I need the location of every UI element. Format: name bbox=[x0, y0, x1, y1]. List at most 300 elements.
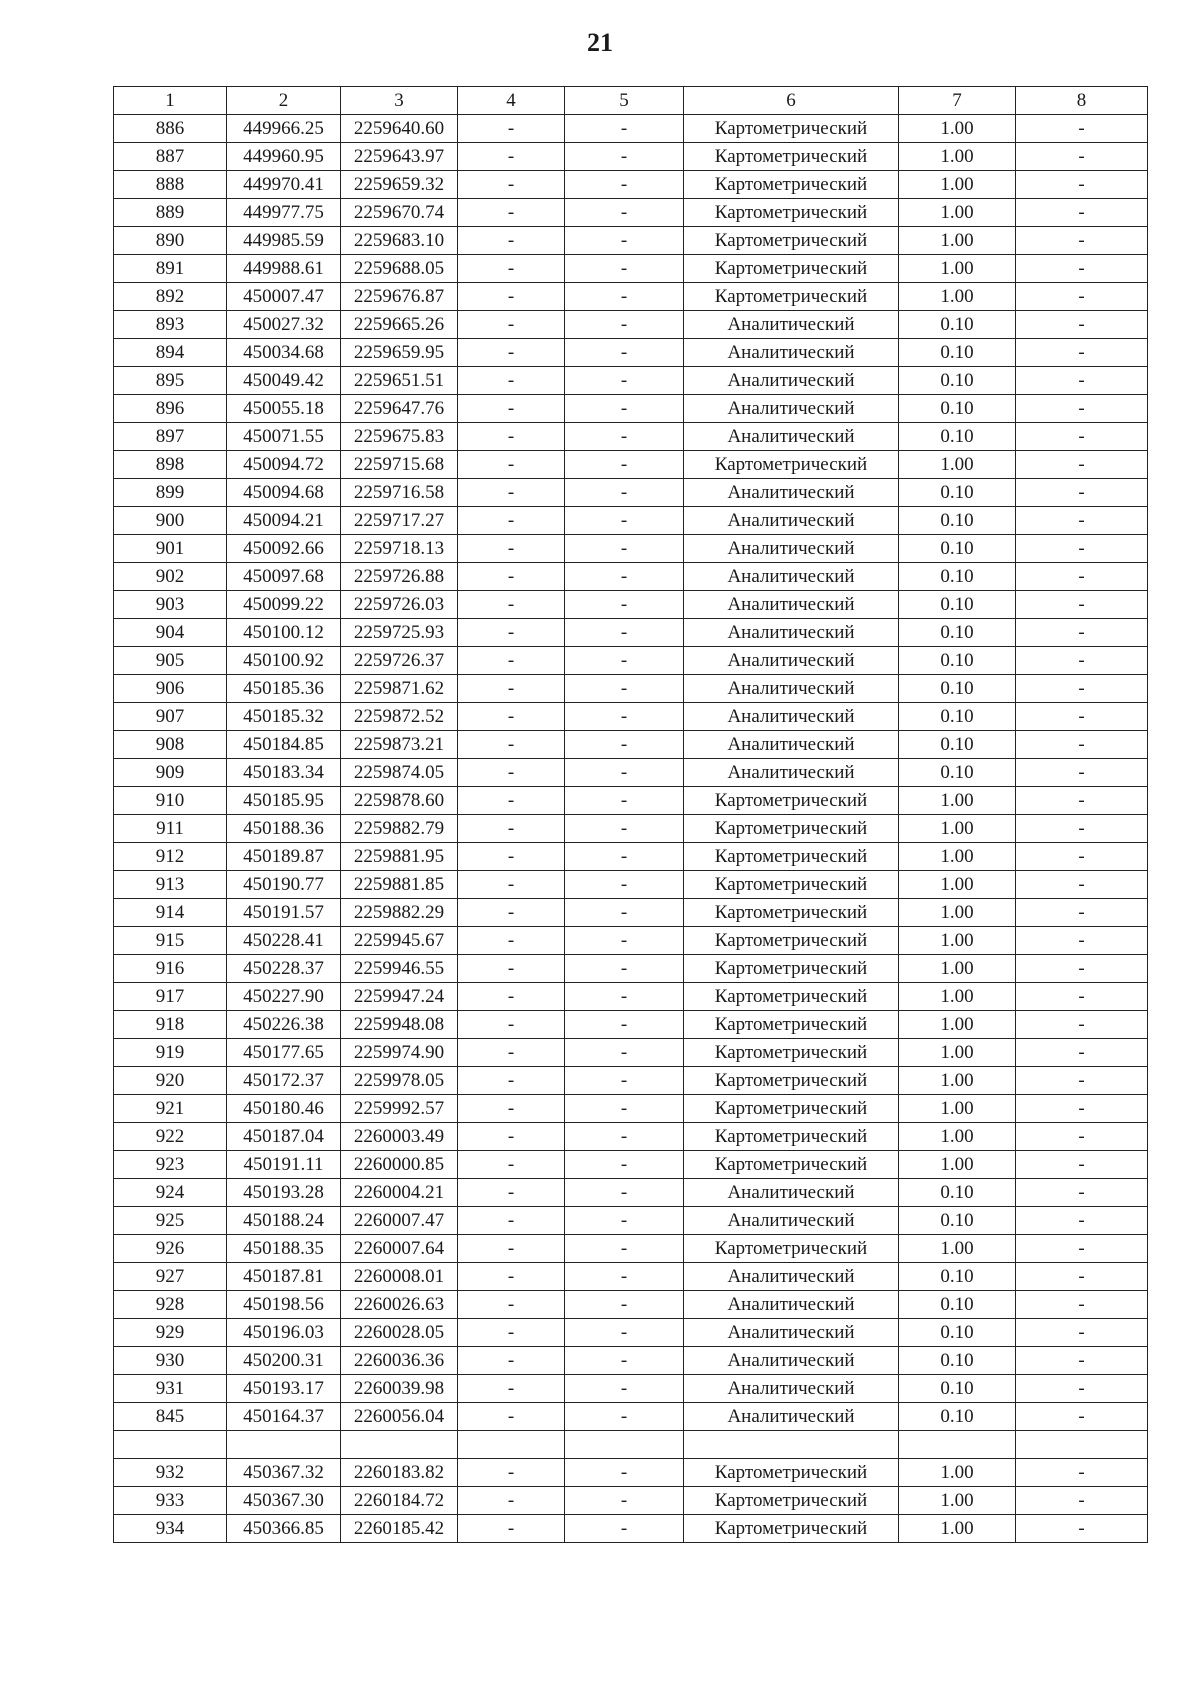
accuracy-cell: 1.00 bbox=[899, 787, 1016, 815]
col5-cell: - bbox=[565, 507, 684, 535]
accuracy-cell bbox=[899, 1431, 1016, 1459]
x-coordinate-cell bbox=[227, 1431, 341, 1459]
y-coordinate-cell: 2259659.95 bbox=[341, 339, 458, 367]
accuracy-cell: 0.10 bbox=[899, 703, 1016, 731]
col8-cell: - bbox=[1016, 171, 1148, 199]
col8-cell: - bbox=[1016, 227, 1148, 255]
table-row bbox=[114, 871, 1148, 899]
table-row bbox=[114, 1179, 1148, 1207]
table-row bbox=[114, 1067, 1148, 1095]
method-cell: Картометрический bbox=[684, 143, 899, 171]
accuracy-cell: 0.10 bbox=[899, 311, 1016, 339]
col5-cell: - bbox=[565, 367, 684, 395]
table-row bbox=[114, 1459, 1148, 1487]
accuracy-cell: 1.00 bbox=[899, 843, 1016, 871]
col8-cell: - bbox=[1016, 199, 1148, 227]
col8-cell: - bbox=[1016, 927, 1148, 955]
col4-cell: - bbox=[458, 1151, 565, 1179]
method-cell: Аналитический bbox=[684, 1207, 899, 1235]
col5-cell: - bbox=[565, 871, 684, 899]
x-coordinate-cell: 450191.57 bbox=[227, 899, 341, 927]
table-row bbox=[114, 927, 1148, 955]
col5-cell: - bbox=[565, 787, 684, 815]
table-row bbox=[114, 1319, 1148, 1347]
col4-cell: - bbox=[458, 927, 565, 955]
col5-cell: - bbox=[565, 339, 684, 367]
x-coordinate-cell: 450193.28 bbox=[227, 1179, 341, 1207]
col8-cell: - bbox=[1016, 591, 1148, 619]
col8-cell: - bbox=[1016, 1235, 1148, 1263]
col5-cell: - bbox=[565, 927, 684, 955]
coordinates-table bbox=[113, 86, 1148, 1543]
col5-cell: - bbox=[565, 479, 684, 507]
method-cell: Картометрический bbox=[684, 227, 899, 255]
accuracy-cell: 0.10 bbox=[899, 647, 1016, 675]
table-row bbox=[114, 423, 1148, 451]
method-cell: Аналитический bbox=[684, 367, 899, 395]
col8-cell: - bbox=[1016, 955, 1148, 983]
table-row bbox=[114, 563, 1148, 591]
col5-cell: - bbox=[565, 1375, 684, 1403]
method-cell bbox=[684, 1431, 899, 1459]
point-number-cell: 929 bbox=[114, 1319, 227, 1347]
point-number-cell: 910 bbox=[114, 787, 227, 815]
col8-cell: - bbox=[1016, 311, 1148, 339]
col8-cell: - bbox=[1016, 787, 1148, 815]
point-number-cell: 896 bbox=[114, 395, 227, 423]
col4-cell: - bbox=[458, 367, 565, 395]
accuracy-cell: 1.00 bbox=[899, 927, 1016, 955]
method-cell: Картометрический bbox=[684, 1151, 899, 1179]
method-cell: Картометрический bbox=[684, 983, 899, 1011]
y-coordinate-cell: 2259683.10 bbox=[341, 227, 458, 255]
col4-cell: - bbox=[458, 1207, 565, 1235]
table-row bbox=[114, 1235, 1148, 1263]
x-coordinate-cell: 450366.85 bbox=[227, 1515, 341, 1543]
col4-cell: - bbox=[458, 731, 565, 759]
col5-cell: - bbox=[565, 703, 684, 731]
method-cell: Аналитический bbox=[684, 1375, 899, 1403]
col8-cell: - bbox=[1016, 255, 1148, 283]
y-coordinate-cell: 2259651.51 bbox=[341, 367, 458, 395]
table-row bbox=[114, 1095, 1148, 1123]
col8-cell: - bbox=[1016, 283, 1148, 311]
table-row bbox=[114, 311, 1148, 339]
point-number-cell: 888 bbox=[114, 171, 227, 199]
col4-cell: - bbox=[458, 843, 565, 871]
col8-cell: - bbox=[1016, 675, 1148, 703]
point-number-cell: 906 bbox=[114, 675, 227, 703]
x-coordinate-cell: 449970.41 bbox=[227, 171, 341, 199]
col5-cell: - bbox=[565, 983, 684, 1011]
method-cell: Аналитический bbox=[684, 1291, 899, 1319]
col4-cell: - bbox=[458, 1123, 565, 1151]
table-row bbox=[114, 1487, 1148, 1515]
col5-cell: - bbox=[565, 1207, 684, 1235]
col4-cell: - bbox=[458, 619, 565, 647]
x-coordinate-cell: 450094.21 bbox=[227, 507, 341, 535]
col8-cell: - bbox=[1016, 1487, 1148, 1515]
point-number-cell: 931 bbox=[114, 1375, 227, 1403]
column-header: 6 bbox=[684, 87, 899, 115]
accuracy-cell: 1.00 bbox=[899, 983, 1016, 1011]
x-coordinate-cell: 450227.90 bbox=[227, 983, 341, 1011]
col8-cell: - bbox=[1016, 759, 1148, 787]
point-number-cell: 915 bbox=[114, 927, 227, 955]
col4-cell: - bbox=[458, 199, 565, 227]
x-coordinate-cell: 450367.30 bbox=[227, 1487, 341, 1515]
col8-cell: - bbox=[1016, 115, 1148, 143]
x-coordinate-cell: 450189.87 bbox=[227, 843, 341, 871]
y-coordinate-cell: 2260028.05 bbox=[341, 1319, 458, 1347]
col8-cell: - bbox=[1016, 143, 1148, 171]
point-number-cell: 920 bbox=[114, 1067, 227, 1095]
y-coordinate-cell: 2259881.85 bbox=[341, 871, 458, 899]
x-coordinate-cell: 450094.68 bbox=[227, 479, 341, 507]
col4-cell: - bbox=[458, 339, 565, 367]
y-coordinate-cell: 2259992.57 bbox=[341, 1095, 458, 1123]
table-row bbox=[114, 843, 1148, 871]
col5-cell: - bbox=[565, 619, 684, 647]
col8-cell: - bbox=[1016, 1039, 1148, 1067]
accuracy-cell: 1.00 bbox=[899, 955, 1016, 983]
point-number-cell: 912 bbox=[114, 843, 227, 871]
col5-cell: - bbox=[565, 1319, 684, 1347]
x-coordinate-cell: 449960.95 bbox=[227, 143, 341, 171]
y-coordinate-cell: 2259676.87 bbox=[341, 283, 458, 311]
accuracy-cell: 0.10 bbox=[899, 759, 1016, 787]
x-coordinate-cell: 450049.42 bbox=[227, 367, 341, 395]
col4-cell: - bbox=[458, 1095, 565, 1123]
col4-cell: - bbox=[458, 1487, 565, 1515]
col4-cell: - bbox=[458, 283, 565, 311]
accuracy-cell: 1.00 bbox=[899, 115, 1016, 143]
col5-cell: - bbox=[565, 115, 684, 143]
col8-cell: - bbox=[1016, 899, 1148, 927]
accuracy-cell: 0.10 bbox=[899, 535, 1016, 563]
col5-cell: - bbox=[565, 1459, 684, 1487]
y-coordinate-cell: 2259881.95 bbox=[341, 843, 458, 871]
point-number-cell: 927 bbox=[114, 1263, 227, 1291]
col8-cell: - bbox=[1016, 395, 1148, 423]
col8-cell: - bbox=[1016, 1263, 1148, 1291]
y-coordinate-cell: 2260184.72 bbox=[341, 1487, 458, 1515]
accuracy-cell: 1.00 bbox=[899, 815, 1016, 843]
col8-cell: - bbox=[1016, 1515, 1148, 1543]
method-cell: Картометрический bbox=[684, 1459, 899, 1487]
point-number-cell: 925 bbox=[114, 1207, 227, 1235]
x-coordinate-cell: 450188.24 bbox=[227, 1207, 341, 1235]
table-row bbox=[114, 507, 1148, 535]
point-number-cell: 907 bbox=[114, 703, 227, 731]
x-coordinate-cell: 450188.36 bbox=[227, 815, 341, 843]
col4-cell: - bbox=[458, 955, 565, 983]
col5-cell: - bbox=[565, 759, 684, 787]
col4-cell: - bbox=[458, 591, 565, 619]
col4-cell: - bbox=[458, 1011, 565, 1039]
col8-cell: - bbox=[1016, 479, 1148, 507]
point-number-cell: 886 bbox=[114, 115, 227, 143]
col4-cell: - bbox=[458, 143, 565, 171]
y-coordinate-cell: 2260008.01 bbox=[341, 1263, 458, 1291]
col5-cell: - bbox=[565, 675, 684, 703]
col4-cell: - bbox=[458, 1347, 565, 1375]
col8-cell: - bbox=[1016, 1207, 1148, 1235]
accuracy-cell: 1.00 bbox=[899, 283, 1016, 311]
method-cell: Аналитический bbox=[684, 479, 899, 507]
method-cell: Картометрический bbox=[684, 1039, 899, 1067]
accuracy-cell: 0.10 bbox=[899, 1179, 1016, 1207]
point-number-cell: 904 bbox=[114, 619, 227, 647]
method-cell: Аналитический bbox=[684, 1319, 899, 1347]
col4-cell bbox=[458, 1431, 565, 1459]
col8-cell: - bbox=[1016, 507, 1148, 535]
column-header: 3 bbox=[341, 87, 458, 115]
col5-cell: - bbox=[565, 955, 684, 983]
col5-cell: - bbox=[565, 1067, 684, 1095]
x-coordinate-cell: 450092.66 bbox=[227, 535, 341, 563]
point-number-cell: 903 bbox=[114, 591, 227, 619]
point-number-cell: 923 bbox=[114, 1151, 227, 1179]
col4-cell: - bbox=[458, 675, 565, 703]
col5-cell: - bbox=[565, 451, 684, 479]
col5-cell: - bbox=[565, 255, 684, 283]
col4-cell: - bbox=[458, 1179, 565, 1207]
y-coordinate-cell: 2259945.67 bbox=[341, 927, 458, 955]
x-coordinate-cell: 450190.77 bbox=[227, 871, 341, 899]
point-number-cell: 924 bbox=[114, 1179, 227, 1207]
y-coordinate-cell: 2259643.97 bbox=[341, 143, 458, 171]
y-coordinate-cell: 2259659.32 bbox=[341, 171, 458, 199]
table-row bbox=[114, 1291, 1148, 1319]
col5-cell: - bbox=[565, 1291, 684, 1319]
col5-cell: - bbox=[565, 591, 684, 619]
col8-cell: - bbox=[1016, 1151, 1148, 1179]
method-cell: Картометрический bbox=[684, 1487, 899, 1515]
x-coordinate-cell: 450185.95 bbox=[227, 787, 341, 815]
table-row bbox=[114, 143, 1148, 171]
col5-cell: - bbox=[565, 227, 684, 255]
accuracy-cell: 0.10 bbox=[899, 1347, 1016, 1375]
table-row bbox=[114, 1403, 1148, 1431]
point-number-cell: 902 bbox=[114, 563, 227, 591]
col8-cell: - bbox=[1016, 1011, 1148, 1039]
method-cell: Картометрический bbox=[684, 815, 899, 843]
y-coordinate-cell: 2259946.55 bbox=[341, 955, 458, 983]
x-coordinate-cell: 450055.18 bbox=[227, 395, 341, 423]
col4-cell: - bbox=[458, 1039, 565, 1067]
point-number-cell: 926 bbox=[114, 1235, 227, 1263]
x-coordinate-cell: 450196.03 bbox=[227, 1319, 341, 1347]
point-number-cell: 899 bbox=[114, 479, 227, 507]
accuracy-cell: 1.00 bbox=[899, 451, 1016, 479]
accuracy-cell: 0.10 bbox=[899, 591, 1016, 619]
col4-cell: - bbox=[458, 423, 565, 451]
accuracy-cell: 0.10 bbox=[899, 731, 1016, 759]
point-number-cell: 892 bbox=[114, 283, 227, 311]
col8-cell: - bbox=[1016, 535, 1148, 563]
col8-cell: - bbox=[1016, 367, 1148, 395]
method-cell: Картометрический bbox=[684, 283, 899, 311]
table-row bbox=[114, 339, 1148, 367]
method-cell: Аналитический bbox=[684, 759, 899, 787]
y-coordinate-cell: 2260026.63 bbox=[341, 1291, 458, 1319]
col4-cell: - bbox=[458, 787, 565, 815]
col8-cell: - bbox=[1016, 563, 1148, 591]
col5-cell: - bbox=[565, 1235, 684, 1263]
x-coordinate-cell: 450184.85 bbox=[227, 731, 341, 759]
accuracy-cell: 0.10 bbox=[899, 1375, 1016, 1403]
method-cell: Картометрический bbox=[684, 927, 899, 955]
col8-cell: - bbox=[1016, 703, 1148, 731]
y-coordinate-cell: 2259726.03 bbox=[341, 591, 458, 619]
accuracy-cell: 0.10 bbox=[899, 1207, 1016, 1235]
col5-cell: - bbox=[565, 899, 684, 927]
method-cell: Аналитический bbox=[684, 311, 899, 339]
x-coordinate-cell: 450094.72 bbox=[227, 451, 341, 479]
col8-cell bbox=[1016, 1431, 1148, 1459]
table-row bbox=[114, 1515, 1148, 1543]
column-header: 1 bbox=[114, 87, 227, 115]
col5-cell: - bbox=[565, 815, 684, 843]
accuracy-cell: 1.00 bbox=[899, 1095, 1016, 1123]
method-cell: Картометрический bbox=[684, 255, 899, 283]
method-cell: Картометрический bbox=[684, 955, 899, 983]
x-coordinate-cell: 450187.81 bbox=[227, 1263, 341, 1291]
table-row bbox=[114, 1431, 1148, 1459]
accuracy-cell: 1.00 bbox=[899, 1235, 1016, 1263]
x-coordinate-cell: 450367.32 bbox=[227, 1459, 341, 1487]
col4-cell: - bbox=[458, 647, 565, 675]
column-header: 7 bbox=[899, 87, 1016, 115]
accuracy-cell: 0.10 bbox=[899, 507, 1016, 535]
y-coordinate-cell: 2260056.04 bbox=[341, 1403, 458, 1431]
accuracy-cell: 1.00 bbox=[899, 1067, 1016, 1095]
col5-cell: - bbox=[565, 395, 684, 423]
col8-cell: - bbox=[1016, 1459, 1148, 1487]
accuracy-cell: 1.00 bbox=[899, 1151, 1016, 1179]
y-coordinate-cell: 2259872.52 bbox=[341, 703, 458, 731]
table-row bbox=[114, 1375, 1148, 1403]
method-cell: Картометрический bbox=[684, 787, 899, 815]
table-row bbox=[114, 591, 1148, 619]
table-row bbox=[114, 115, 1148, 143]
column-header: 4 bbox=[458, 87, 565, 115]
point-number-cell: 900 bbox=[114, 507, 227, 535]
y-coordinate-cell: 2259878.60 bbox=[341, 787, 458, 815]
col5-cell: - bbox=[565, 1039, 684, 1067]
y-coordinate-cell: 2260183.82 bbox=[341, 1459, 458, 1487]
y-coordinate-cell: 2259882.29 bbox=[341, 899, 458, 927]
col4-cell: - bbox=[458, 115, 565, 143]
accuracy-cell: 1.00 bbox=[899, 1011, 1016, 1039]
point-number-cell: 911 bbox=[114, 815, 227, 843]
col8-cell: - bbox=[1016, 1403, 1148, 1431]
accuracy-cell: 0.10 bbox=[899, 423, 1016, 451]
method-cell: Картометрический bbox=[684, 843, 899, 871]
method-cell: Аналитический bbox=[684, 507, 899, 535]
method-cell: Картометрический bbox=[684, 1515, 899, 1543]
col5-cell: - bbox=[565, 535, 684, 563]
point-number-cell: 891 bbox=[114, 255, 227, 283]
y-coordinate-cell: 2260185.42 bbox=[341, 1515, 458, 1543]
accuracy-cell: 0.10 bbox=[899, 367, 1016, 395]
accuracy-cell: 1.00 bbox=[899, 1487, 1016, 1515]
accuracy-cell: 1.00 bbox=[899, 199, 1016, 227]
x-coordinate-cell: 450183.34 bbox=[227, 759, 341, 787]
point-number-cell: 908 bbox=[114, 731, 227, 759]
table-row bbox=[114, 171, 1148, 199]
point-number-cell: 845 bbox=[114, 1403, 227, 1431]
accuracy-cell: 1.00 bbox=[899, 1123, 1016, 1151]
table-row bbox=[114, 395, 1148, 423]
method-cell: Аналитический bbox=[684, 535, 899, 563]
table-row bbox=[114, 1263, 1148, 1291]
table-row bbox=[114, 227, 1148, 255]
col5-cell: - bbox=[565, 1515, 684, 1543]
point-number-cell: 928 bbox=[114, 1291, 227, 1319]
point-number-cell: 887 bbox=[114, 143, 227, 171]
y-coordinate-cell: 2259688.05 bbox=[341, 255, 458, 283]
col5-cell: - bbox=[565, 843, 684, 871]
col8-cell: - bbox=[1016, 647, 1148, 675]
point-number-cell: 914 bbox=[114, 899, 227, 927]
page-number: 21 bbox=[587, 28, 613, 57]
table-row bbox=[114, 759, 1148, 787]
col4-cell: - bbox=[458, 255, 565, 283]
col4-cell: - bbox=[458, 983, 565, 1011]
point-number-cell: 918 bbox=[114, 1011, 227, 1039]
col4-cell: - bbox=[458, 535, 565, 563]
accuracy-cell: 1.00 bbox=[899, 255, 1016, 283]
x-coordinate-cell: 450007.47 bbox=[227, 283, 341, 311]
col4-cell: - bbox=[458, 451, 565, 479]
method-cell: Аналитический bbox=[684, 1347, 899, 1375]
method-cell: Аналитический bbox=[684, 619, 899, 647]
x-coordinate-cell: 450198.56 bbox=[227, 1291, 341, 1319]
y-coordinate-cell: 2259726.37 bbox=[341, 647, 458, 675]
col8-cell: - bbox=[1016, 619, 1148, 647]
x-coordinate-cell: 449985.59 bbox=[227, 227, 341, 255]
point-number-cell: 894 bbox=[114, 339, 227, 367]
point-number-cell: 909 bbox=[114, 759, 227, 787]
table-row bbox=[114, 255, 1148, 283]
column-header: 2 bbox=[227, 87, 341, 115]
table-row bbox=[114, 199, 1148, 227]
table-row bbox=[114, 451, 1148, 479]
point-number-cell: 919 bbox=[114, 1039, 227, 1067]
method-cell: Картометрический bbox=[684, 1095, 899, 1123]
col8-cell: - bbox=[1016, 423, 1148, 451]
col8-cell: - bbox=[1016, 1067, 1148, 1095]
point-number-cell: 934 bbox=[114, 1515, 227, 1543]
col5-cell: - bbox=[565, 199, 684, 227]
col4-cell: - bbox=[458, 1067, 565, 1095]
y-coordinate-cell: 2259974.90 bbox=[341, 1039, 458, 1067]
col5-cell: - bbox=[565, 731, 684, 759]
y-coordinate-cell: 2259874.05 bbox=[341, 759, 458, 787]
accuracy-cell: 1.00 bbox=[899, 171, 1016, 199]
col4-cell: - bbox=[458, 479, 565, 507]
accuracy-cell: 0.10 bbox=[899, 479, 1016, 507]
point-number-cell: 895 bbox=[114, 367, 227, 395]
table-row bbox=[114, 283, 1148, 311]
accuracy-cell: 1.00 bbox=[899, 899, 1016, 927]
col8-cell: - bbox=[1016, 815, 1148, 843]
y-coordinate-cell: 2259717.27 bbox=[341, 507, 458, 535]
point-number-cell bbox=[114, 1431, 227, 1459]
accuracy-cell: 0.10 bbox=[899, 619, 1016, 647]
